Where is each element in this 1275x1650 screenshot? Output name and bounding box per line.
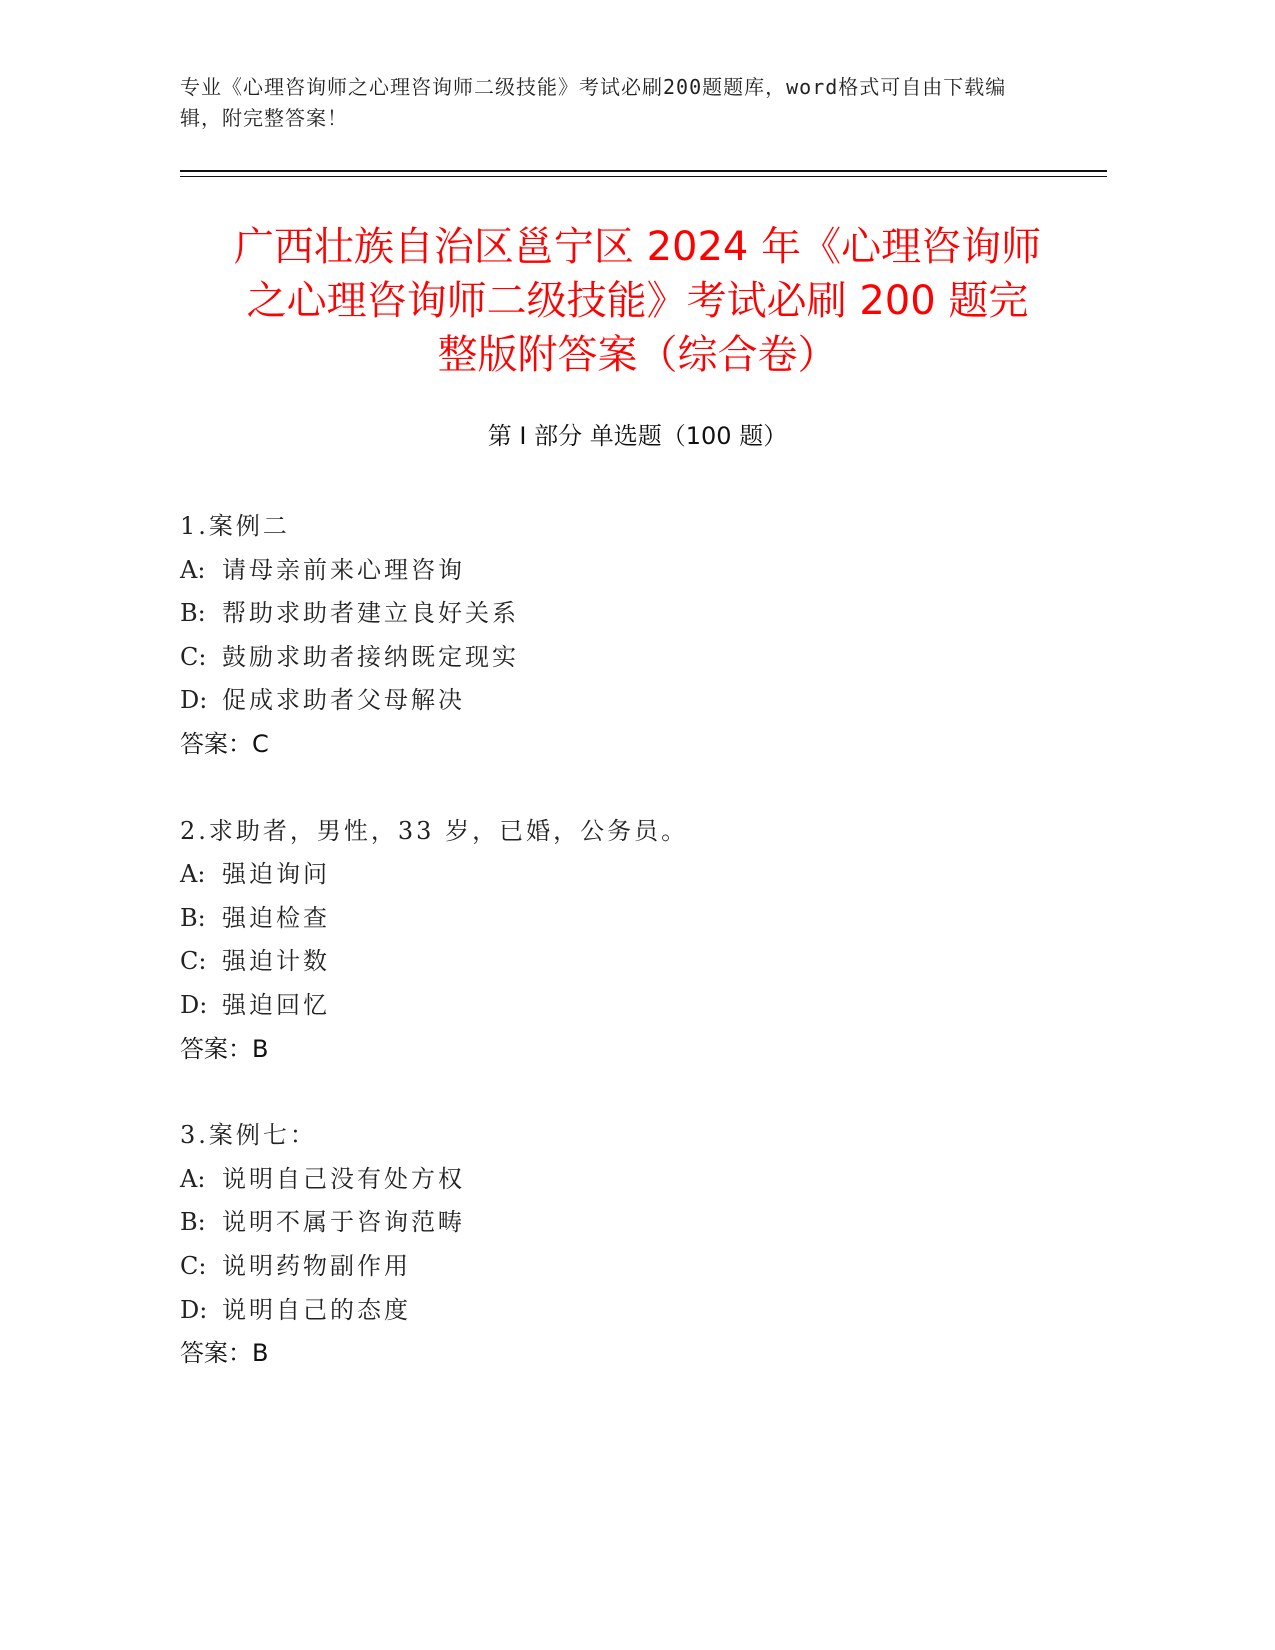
- question-item: [180, 1114, 1080, 1376]
- option-c: [180, 940, 1080, 984]
- option-b: [180, 592, 1080, 636]
- answer-line: 答案：B: [180, 1034, 269, 1063]
- option-text: 请母亲前来心理咨询: [222, 555, 465, 584]
- option-b: [180, 1201, 1080, 1245]
- answer-line: 答案：B: [180, 1339, 269, 1368]
- option-text: 强迫检查: [222, 903, 330, 932]
- option-text: 说明药物副作用: [222, 1251, 411, 1280]
- option-letter: D:: [180, 686, 208, 715]
- option-text: 强迫询问: [222, 860, 330, 889]
- question-item: [180, 810, 1080, 1072]
- option-c: [180, 1245, 1080, 1289]
- option-letter: A:: [180, 860, 206, 889]
- option-d: [180, 679, 1080, 723]
- option-b: [180, 897, 1080, 941]
- option-d: [180, 984, 1080, 1028]
- option-letter: B:: [180, 903, 206, 932]
- answer-line: 答案：C: [180, 729, 269, 758]
- option-letter: C:: [180, 642, 207, 671]
- option-a: [180, 549, 1080, 593]
- intro-text: 专业《心理咨询师之心理咨询师二级技能》考试必刷200题题库，word格式可自由下载编辑，附完整答案！: [180, 75, 1007, 130]
- question-item: [180, 505, 1080, 767]
- option-text: 促成求助者父母解决: [222, 686, 465, 715]
- title-line-2: 之心理咨询师二级技能》考试必刷 200 题完: [246, 278, 1029, 324]
- option-letter: D:: [180, 1295, 208, 1324]
- option-text: 说明自己的态度: [222, 1295, 411, 1324]
- question-stem: 3.案例七：: [180, 1121, 317, 1150]
- document-title: [150, 220, 1125, 382]
- question-stem: 1.案例二: [180, 512, 290, 540]
- question-stem: 2.求助者，男性，33 岁，已婚，公务员。: [180, 816, 689, 845]
- option-text: 鼓励求助者接纳既定现实: [222, 642, 519, 671]
- option-letter: A:: [180, 555, 206, 584]
- option-letter: C:: [180, 1251, 207, 1280]
- option-d: [180, 1289, 1080, 1333]
- option-text: 帮助求助者建立良好关系: [222, 599, 519, 628]
- option-letter: A:: [180, 1164, 206, 1193]
- header-divider-thick: [180, 170, 1107, 172]
- header-divider-thin: [180, 176, 1107, 177]
- title-line-3: 整版附答案（综合卷）: [437, 332, 838, 378]
- option-text: 说明自己没有处方权: [222, 1164, 465, 1193]
- option-letter: B:: [180, 599, 206, 628]
- question-list: [180, 505, 1080, 1419]
- option-c: [180, 636, 1080, 680]
- option-letter: B:: [180, 1208, 206, 1237]
- title-line-1: 广西壮族自治区邕宁区 2024 年《心理咨询师: [233, 224, 1042, 270]
- option-text: 强迫计数: [222, 947, 330, 976]
- option-letter: C:: [180, 947, 207, 976]
- option-a: [180, 1158, 1080, 1202]
- option-letter: D:: [180, 990, 208, 1019]
- option-text: 强迫回忆: [222, 990, 330, 1019]
- option-text: 说明不属于咨询范畴: [222, 1208, 465, 1237]
- option-a: [180, 853, 1080, 897]
- section-heading: 第 I 部分 单选题（100 题）: [487, 422, 788, 450]
